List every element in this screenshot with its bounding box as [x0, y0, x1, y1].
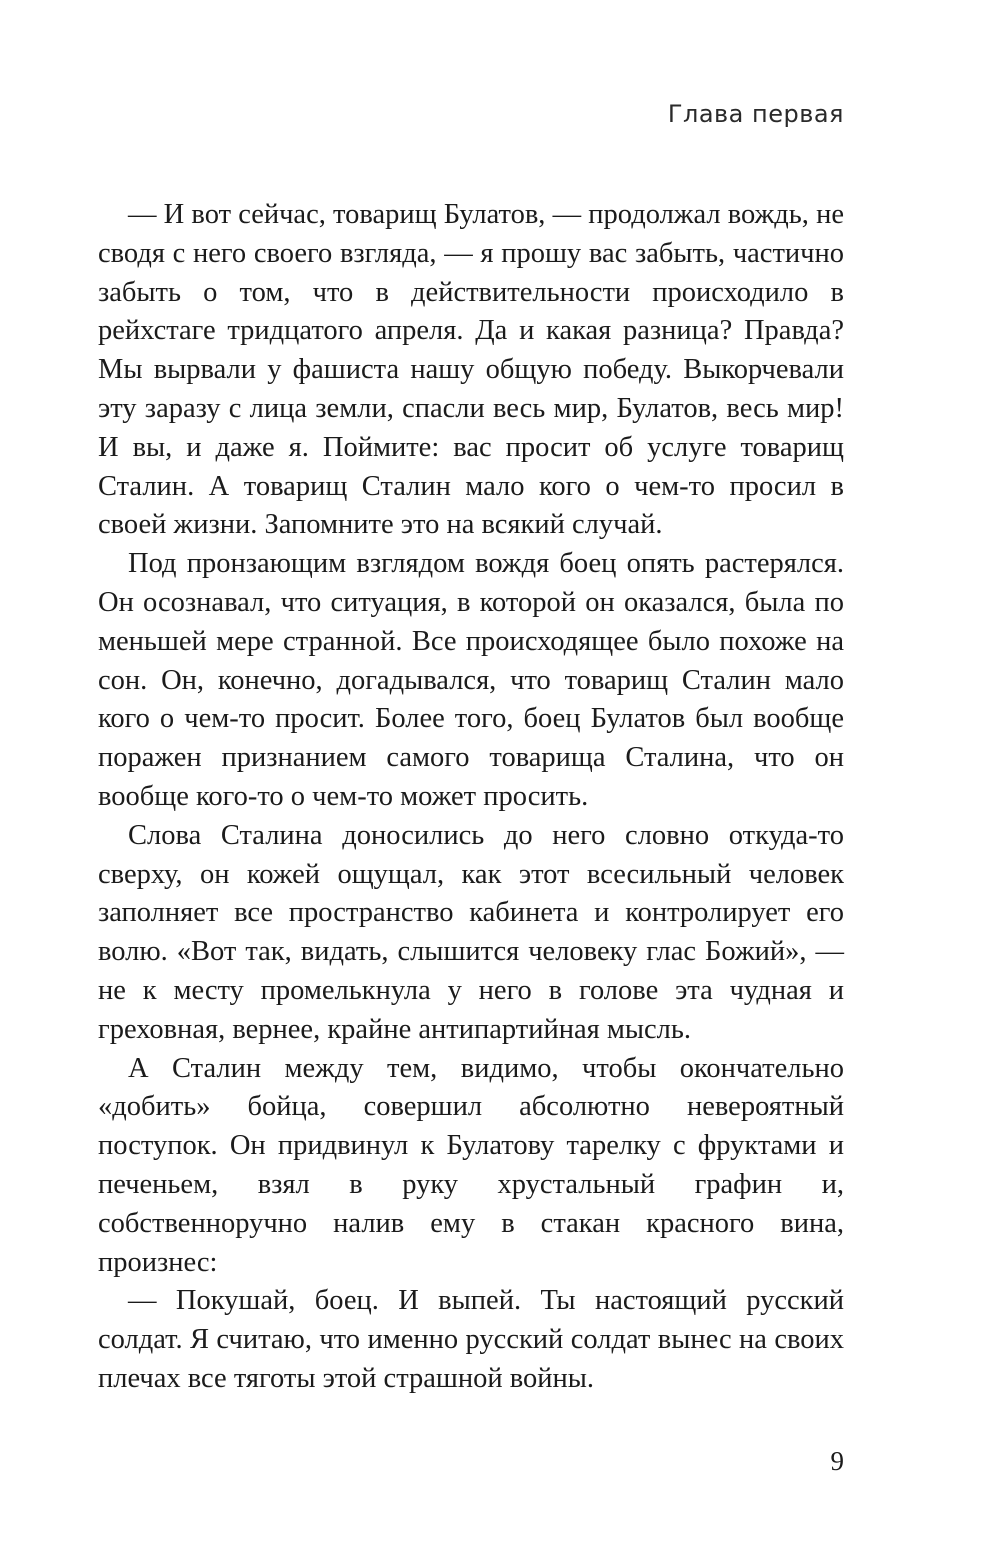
- paragraph: Слова Сталина доносились до него словно откуда-то сверху, он кожей ощущал, как этот всесильный человек заполняет все пространство кабинета и контролирует его волю. «Вот так, видать, слышится человеку глас Божий», — не к месту промелькнула у него в голове эта чудная и греховная, вернее, крайне антипартийная мысль.: [98, 819, 844, 1045]
- paragraph: — Покушай, боец. И выпей. Ты настоящий русский солдат. Я считаю, что именно русский солдат вынес на своих плечах все тяготы этой страшной войны.: [98, 1285, 844, 1394]
- paragraph: Под пронзающим взглядом вождя боец опять растерялся. Он осознавал, что ситуация, в которой он оказался, была по меньшей мере странной. Все происходящее было похоже на сон. Он, конечно, догадывался, что товарищ Сталин мало кого о чем-то просит. Более того, боец Булатов был вообще поражен признанием самого товарища Сталина, что он вообще кого-то о чем-то может просить.: [98, 548, 844, 812]
- running-head: Глава первая: [667, 100, 844, 128]
- body-text: [98, 196, 844, 1399]
- page-number: 9: [830, 1446, 844, 1476]
- paragraph: — И вот сейчас, товарищ Булатов, — продолжал вождь, не сводя с него своего взгляда, — я прошу вас забыть, частично забыть о том, что в действительности происходило в рейхстаге тридцатого апреля. Да и какая разница? Правда? Мы вырвали у фашиста нашу общую победу. Выкорчевали эту заразу с лица земли, спасли весь мир, Булатов, весь мир! И вы, и даже я. Поймите: вас просит об услуге товарищ Сталин. А товарищ Сталин мало кого о чем-то просил в своей жизни. Запомните это на всякий случай.: [98, 199, 844, 541]
- paragraph: А Сталин между тем, видимо, чтобы окончательно «добить» бойца, совершил абсолютно невероятный поступок. Он придвинул к Булатову тарелку с фруктами и печеньем, взял в руку хрустальный графин и, собственноручно налив ему в стакан красного вина, произнес:: [98, 1052, 844, 1278]
